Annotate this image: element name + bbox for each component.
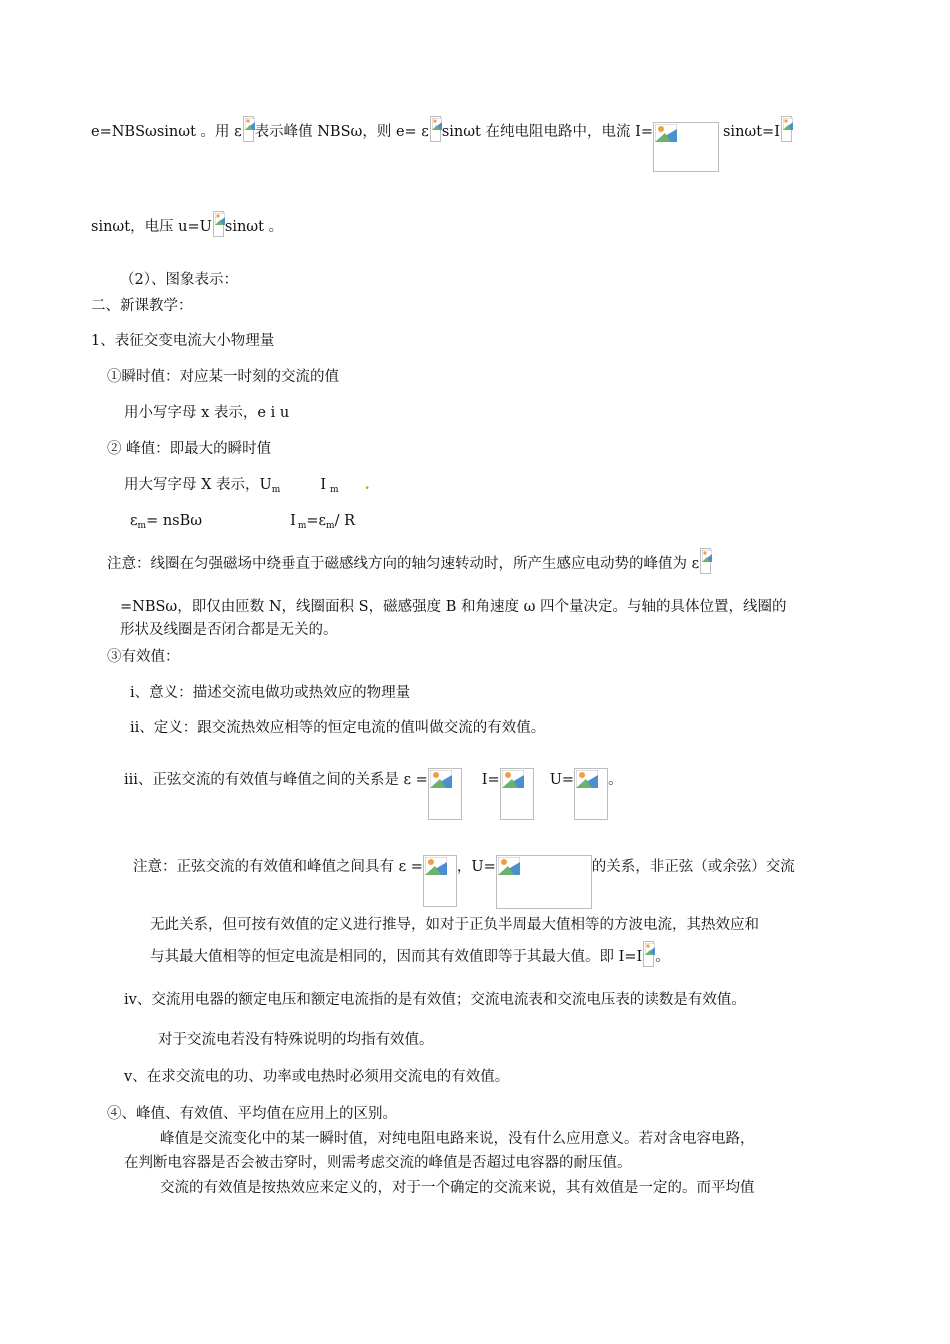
paragraph: ⅰ、意义：描述交流电做功或热效应的物理量 — [130, 685, 411, 701]
subsection-heading: ④、峰值、有效值、平均值在应用上的区别。 — [107, 1106, 397, 1122]
text-segment: 。 — [655, 949, 670, 965]
text-segment: 用大写字母 X 表示，U — [124, 477, 272, 493]
text-segment: ，U= — [456, 859, 496, 875]
text-segment: / R — [334, 513, 356, 529]
marker-dot: . — [364, 476, 370, 493]
text-segment: 的关系，非正弦（或余弦）交流 — [591, 859, 795, 875]
broken-image-icon — [496, 855, 592, 909]
paragraph: 用小写字母 x 表示，e i u — [124, 405, 290, 421]
formula-line-1 — [91, 116, 793, 172]
note-paragraph — [133, 855, 795, 909]
paragraph — [124, 475, 370, 500]
paragraph: 峰值是交流变化中的某一瞬时值，对纯电阻电路来说，没有什么应用意义。若对含电容电路， — [160, 1131, 755, 1147]
broken-image-icon — [700, 548, 711, 574]
broken-image-icon — [423, 855, 457, 907]
subscript: m — [330, 485, 339, 495]
paragraph: ⅳ、交流用电器的额定电压和额定电流指的是有效值；交流电流表和交流电压表的读数是有效值。 — [124, 992, 746, 1008]
formula-line — [130, 511, 355, 536]
text-segment: 。 — [608, 772, 623, 788]
text-segment: =ε — [306, 513, 327, 529]
subscript: m — [137, 521, 147, 531]
broken-image-icon — [643, 941, 654, 967]
note-paragraph — [107, 548, 712, 574]
text-segment: ε — [130, 513, 138, 529]
note-paragraph — [150, 941, 670, 967]
text-segment: sinωt，电压 u=U — [91, 219, 212, 235]
broken-image-icon — [428, 768, 462, 820]
broken-image-icon — [243, 116, 254, 142]
formula-line — [124, 768, 623, 820]
text-segment: sinωt 。 — [224, 219, 284, 235]
broken-image-icon — [574, 768, 608, 820]
text-segment: 与其最大值相等的恒定电流是相同的，因而其有效值即等于其最大值。即 I=I — [150, 949, 643, 965]
text-segment: I= — [481, 772, 500, 788]
note-paragraph: =NBSω，即仅由匝数 N，线圈面积 S，磁感强度 B 和角速度 ω 四个量决定。与轴的具体位置，线圈的 — [120, 599, 787, 615]
subsection-heading: ② 峰值：即最大的瞬时值 — [107, 441, 272, 457]
note-paragraph: 无此关系，但可按有效值的定义进行推导，如对于正负半周最大值相等的方波电流，其热效应和 — [150, 917, 759, 933]
text-segment: I — [290, 513, 296, 529]
subscript: m — [297, 521, 307, 531]
subscript: m — [326, 521, 335, 531]
paragraph: 对于交流电若没有特殊说明的均指有效值。 — [158, 1032, 434, 1048]
subsection-heading: ①瞬时值：对应某一时刻的交流的值 — [107, 369, 339, 385]
section-heading: （2）、图象表示： — [120, 272, 238, 288]
text-segment: ⅲ、正弦交流的有效值与峰值之间的关系是 ε = — [124, 772, 428, 788]
paragraph: ⅴ、在求交流电的功、功率或电热时必须用交流电的有效值。 — [124, 1069, 510, 1085]
broken-image-icon — [430, 116, 441, 142]
subscript: m — [271, 485, 281, 495]
subsection-heading: ③有效值： — [107, 649, 180, 665]
note-paragraph: 形状及线圈是否闭合都是无关的。 — [120, 622, 338, 638]
text-segment: 表示峰值 NBSω，则 e= ε — [254, 124, 429, 140]
text-segment: I — [320, 477, 327, 493]
broken-image-icon — [213, 211, 224, 237]
broken-image-icon — [500, 768, 534, 820]
paragraph: ⅱ、定义：跟交流热效应相等的恒定电流的值叫做交流的有效值。 — [130, 720, 546, 736]
text-segment: sinωt 在纯电阻电路中，电流 I= — [441, 124, 653, 140]
text-segment: 注意：线圈在匀强磁场中绕垂直于磁感线方向的轴匀速转动时，所产生感应电动势的峰值为 ε — [107, 556, 700, 572]
text-segment: 注意：正弦交流的有效值和峰值之间具有 ε = — [133, 859, 423, 875]
paragraph: 交流的有效值是按热效应来定义的，对于一个确定的交流来说，其有效值是一定的。而平均值 — [160, 1180, 755, 1196]
text-segment: sinωt=I — [722, 124, 780, 140]
broken-image-icon — [653, 122, 719, 172]
broken-image-icon — [781, 116, 792, 142]
formula-line-2 — [91, 211, 283, 237]
section-heading: 二、新课教学： — [91, 298, 193, 314]
paragraph: 在判断电容器是否会被击穿时，则需考虑交流的峰值是否超过电容器的耐压值。 — [124, 1155, 632, 1171]
text-segment: = nsBω — [146, 513, 203, 529]
section-heading: 1、表征交变电流大小物理量 — [91, 333, 275, 349]
text-segment: e=NBSωsinωt 。用 ε — [91, 124, 242, 140]
text-segment: U= — [549, 772, 575, 788]
